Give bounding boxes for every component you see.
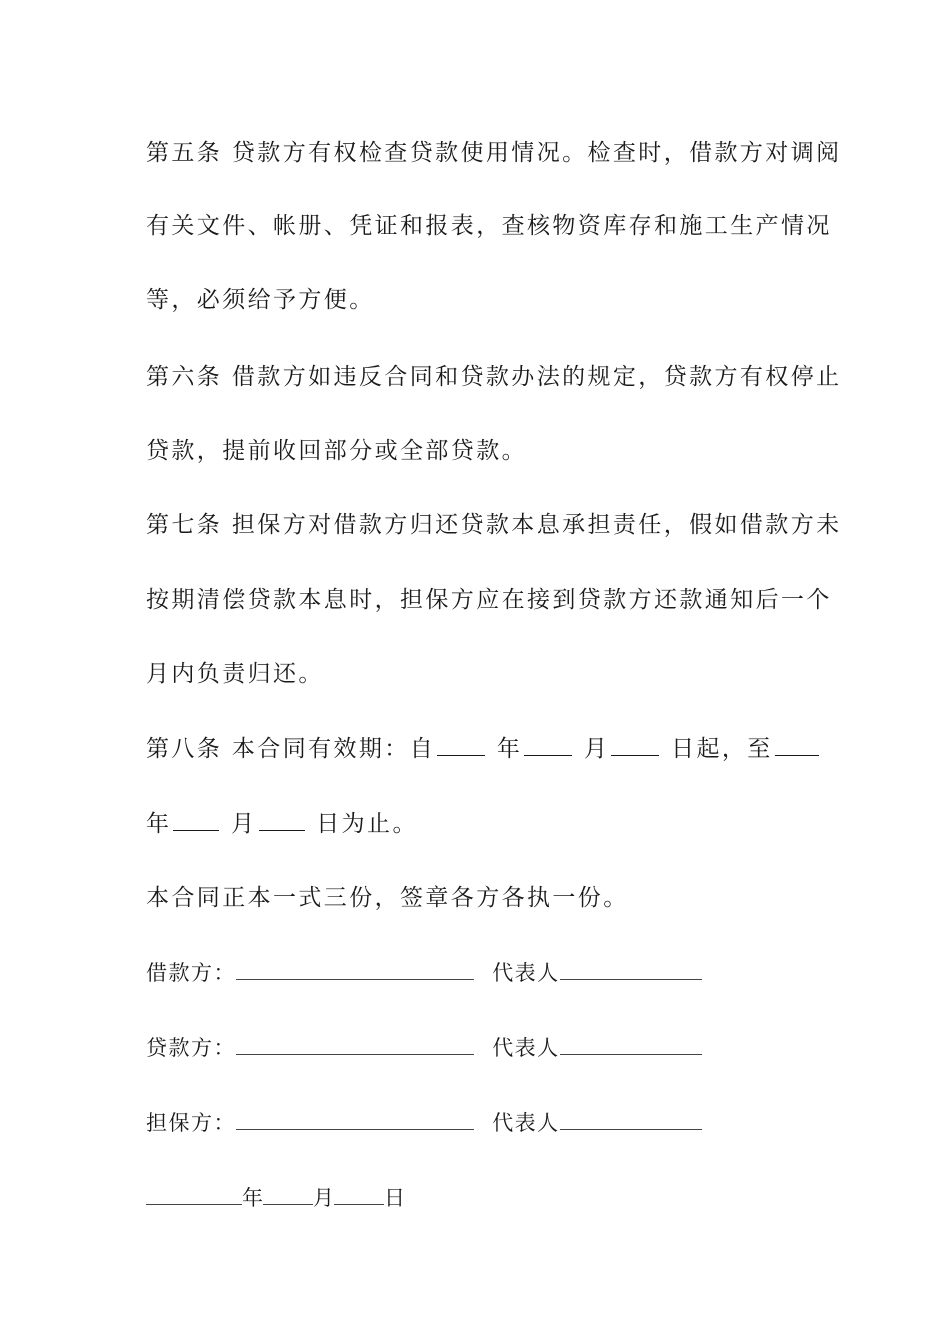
end-day-label: 日为止。 <box>316 811 418 837</box>
end-month-label: 月 <box>231 811 257 837</box>
guarantor-signature-row <box>146 1108 702 1138</box>
sign-day-blank[interactable] <box>334 1184 384 1205</box>
start-day-label: 日起，至 <box>671 736 773 762</box>
lender-rep-line[interactable] <box>560 1034 702 1055</box>
start-day-blank[interactable] <box>611 735 659 756</box>
article-7-line-2: 按期清偿贷款本息时，担保方应在接到贷款方还款通知后一个 <box>146 587 832 613</box>
article-5-line-3: 等，必须给予方便。 <box>146 287 375 313</box>
article-8-line-2 <box>146 809 811 839</box>
end-year-blank[interactable] <box>775 735 819 756</box>
sign-year-label: 年 <box>242 1186 263 1210</box>
guarantor-label: 担保方： <box>146 1111 236 1135</box>
article-7-line-1: 第七条 担保方对借款方归还贷款本息承担责任，假如借款方未 <box>146 512 842 538</box>
article-8-line-1 <box>146 734 811 764</box>
sign-month-label: 月 <box>313 1186 334 1210</box>
start-year-blank[interactable] <box>437 735 485 756</box>
copies-clause: 本合同正本一式三份，签章各方各执一份。 <box>146 885 629 911</box>
start-month-blank[interactable] <box>524 735 572 756</box>
end-year-label: 年 <box>146 811 172 837</box>
sign-month-blank[interactable] <box>263 1184 313 1205</box>
guarantor-sign-line[interactable] <box>236 1109 474 1130</box>
borrower-signature-row <box>146 958 702 988</box>
article-6-line-2: 贷款，提前收回部分或全部贷款。 <box>146 438 527 464</box>
end-month-blank[interactable] <box>173 810 219 831</box>
lender-signature-row <box>146 1033 702 1063</box>
lender-rep-label: 代表人 <box>492 1036 560 1060</box>
start-month-label: 月 <box>583 736 610 762</box>
borrower-label: 借款方： <box>146 961 236 985</box>
guarantor-rep-label: 代表人 <box>492 1111 560 1135</box>
lender-label: 贷款方： <box>146 1036 236 1060</box>
end-day-blank[interactable] <box>259 810 305 831</box>
article-8-prefix: 第八条 本合同有效期：自 <box>146 736 436 762</box>
signing-date-row <box>146 1183 405 1213</box>
borrower-rep-line[interactable] <box>560 959 702 980</box>
article-6-line-1: 第六条 借款方如违反合同和贷款办法的规定，贷款方有权停止 <box>146 364 842 390</box>
article-7-line-3: 月内负责归还。 <box>146 661 324 687</box>
start-year-label: 年 <box>496 736 523 762</box>
lender-sign-line[interactable] <box>236 1034 474 1055</box>
borrower-sign-line[interactable] <box>236 959 474 980</box>
guarantor-rep-line[interactable] <box>560 1109 702 1130</box>
article-5-line-1: 第五条 贷款方有权检查贷款使用情况。检查时，借款方对调阅 <box>146 140 842 166</box>
sign-year-blank[interactable] <box>146 1184 242 1205</box>
article-5-line-2: 有关文件、帐册、凭证和报表，查核物资库存和施工生产情况 <box>146 213 832 239</box>
sign-day-label: 日 <box>384 1186 405 1210</box>
borrower-rep-label: 代表人 <box>492 961 560 985</box>
